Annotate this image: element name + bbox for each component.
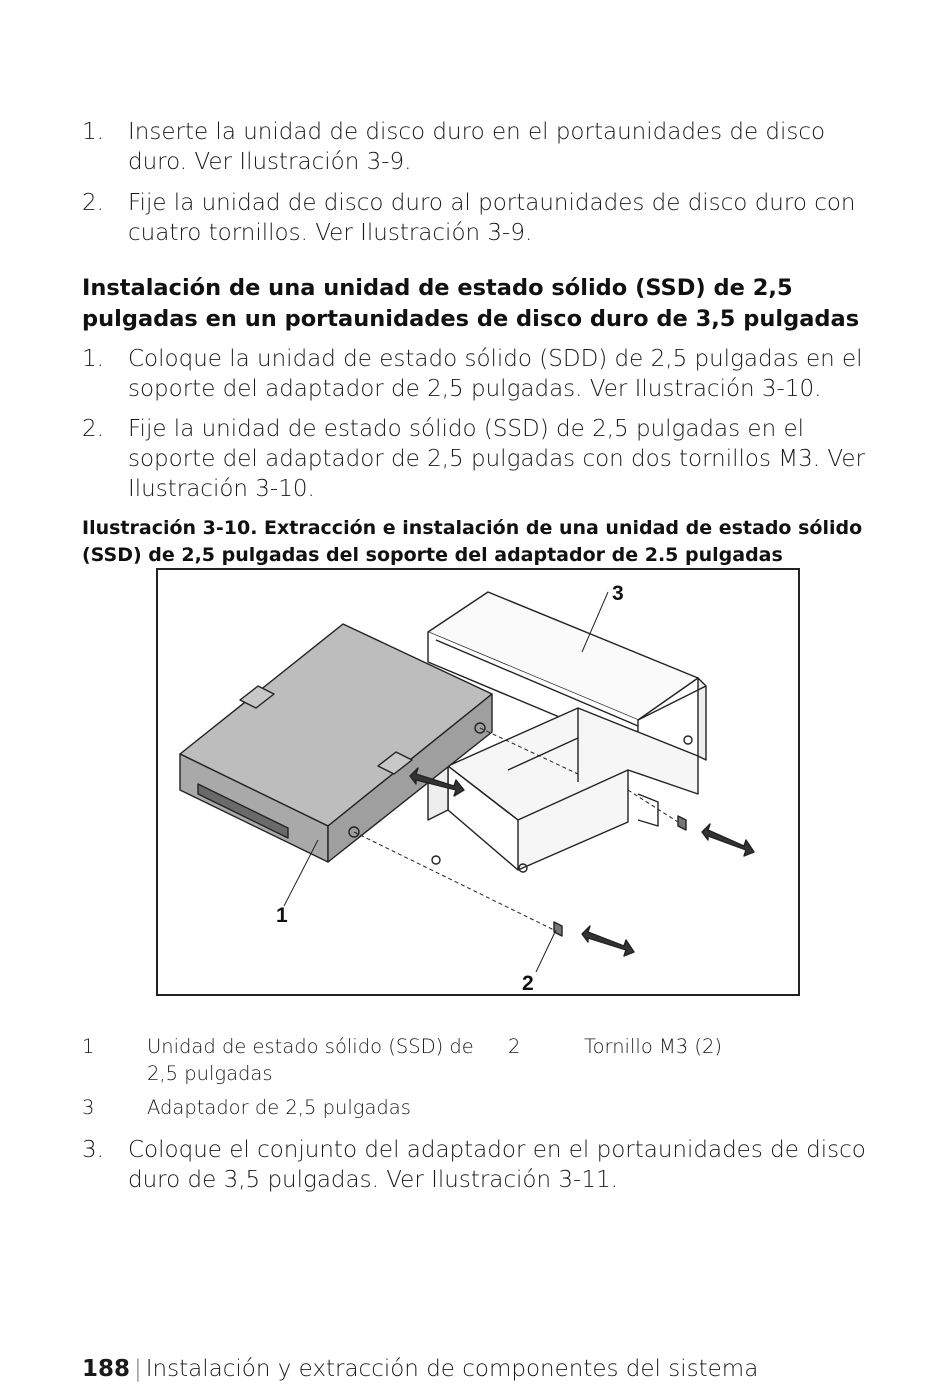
arrow-screw-1 <box>582 926 634 956</box>
step-number: 2. <box>82 190 104 216</box>
step-number: 1. <box>82 346 104 372</box>
callout-1: 1 <box>276 904 288 927</box>
step-text: Coloque la unidad de estado sólido (SDD) de 2,5 pulgadas en el soporte del adaptador de 2,5 pulgadas. Ver Ilustración 3-10. <box>128 346 863 402</box>
step-text: Fije la unidad de disco duro al portaunidades de disco duro con cuatro tornillos. Ver Ilustración 3-9. <box>128 190 856 246</box>
step-number: 2. <box>82 416 104 442</box>
page-number: 188 <box>82 1356 131 1382</box>
step-item <box>82 1135 882 1195</box>
section-heading: Instalación de una unidad de estado sólido (SSD) de 2,5 pulgadas en un portaunidades de disco duro de 3,5 pulgadas <box>82 275 860 332</box>
arrow-screw-2 <box>702 824 754 856</box>
legend-text: Adaptador de 2,5 pulgadas <box>147 1096 411 1119</box>
screw-1 <box>554 922 562 936</box>
step-text: Coloque el conjunto del adaptador en el portaunidades de disco duro de 3,5 pulgadas. Ver Ilustración 3-11. <box>128 1137 866 1193</box>
ssd-adapter-diagram <box>158 570 798 994</box>
step-number: 3. <box>82 1137 104 1163</box>
step-item <box>82 117 882 177</box>
step-text: Fije la unidad de estado sólido (SSD) de 2,5 pulgadas en el soporte del adaptador de 2,5 pulgadas con dos tornillos M3. Ver Ilustración 3-10. <box>128 416 865 502</box>
legend-text: Unidad de estado sólido (SSD) de 2,5 pulgadas <box>147 1035 474 1085</box>
legend-text: Tornillo M3 (2) <box>584 1035 722 1058</box>
footer-section-title: Instalación y extracción de componentes del sistema <box>145 1356 759 1382</box>
callout-3: 3 <box>612 582 624 605</box>
step-item <box>82 414 882 504</box>
step-item <box>82 344 882 404</box>
step-text: Inserte la unidad de disco duro en el portaunidades de disco duro. Ver Ilustración 3-9. <box>128 119 826 175</box>
legend-number: 2 <box>508 1035 521 1058</box>
figure-caption: Ilustración 3-10. Extracción e instalación de una unidad de estado sólido (SSD) de 2,5 pulgadas del soporte del adaptador de 2.5 pulgadas <box>82 517 863 566</box>
figure-illustration <box>156 568 800 996</box>
legend-number: 1 <box>82 1035 95 1058</box>
page-footer <box>82 1354 758 1384</box>
callout-2: 2 <box>522 972 534 994</box>
legend-number: 3 <box>82 1096 95 1119</box>
footer-separator: | <box>134 1356 142 1382</box>
screw-2 <box>678 816 686 830</box>
step-number: 1. <box>82 119 104 145</box>
step-item <box>82 188 882 248</box>
